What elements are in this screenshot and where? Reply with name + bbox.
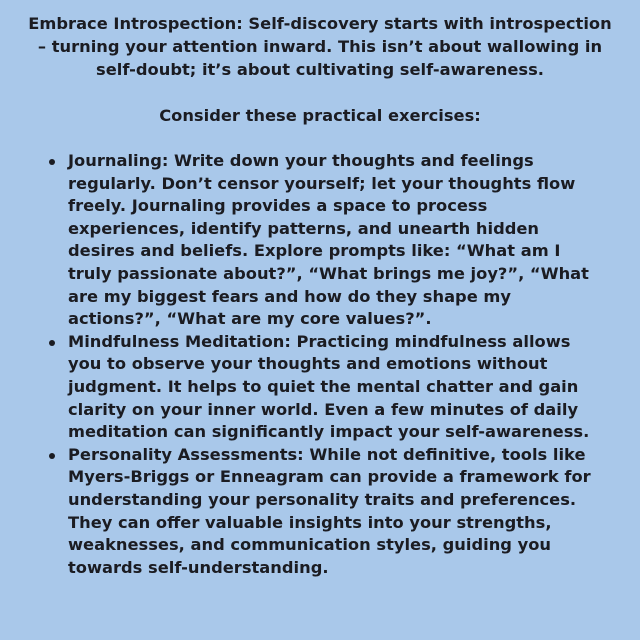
list-item-mindfulness bbox=[68, 331, 602, 444]
exercises-heading: Consider these practical exercises: bbox=[159, 106, 481, 125]
list-item-text: Journaling: Write down your thoughts and feelings regularly. Don’t censor yourself; let your thoughts flow freely. Journaling provides a space to process experiences, identify patterns, and unearth hidden desires and beliefs. Explore prompts like: “What am I truly passionate about?”, “What brings me joy?”, “What are my biggest fears and how do they shape my actions?”, “What are my core values?”. bbox=[68, 151, 589, 329]
bullet-icon bbox=[49, 340, 55, 346]
list-item-text: Mindfulness Meditation: Practicing mindfulness allows you to observe your thoughts and emotions without judgment. It helps to quiet the mental chatter and gain clarity on your inner world. Even a few minutes of daily meditation can significantly impact your self-awareness. bbox=[68, 331, 590, 442]
list-item-text: Personality Assessments: While not definitive, tools like Myers-Briggs or Enneagram can provide a framework for understanding your personality traits and preferences. They can offer valuable insights into your strengths, weaknesses, and communication styles, guiding you towards self-understanding. bbox=[68, 444, 591, 577]
bullet-icon bbox=[49, 453, 55, 459]
exercise-list bbox=[22, 150, 618, 579]
list-item-personality bbox=[68, 444, 602, 580]
bullet-icon bbox=[49, 159, 55, 165]
intro-paragraph: Embrace Introspection: Self-discovery starts with introspection – turning your attention inward. This isn’t about wallowing in self-doubt; it’s about cultivating self-awareness. bbox=[28, 14, 612, 79]
list-item-journaling bbox=[68, 150, 602, 331]
